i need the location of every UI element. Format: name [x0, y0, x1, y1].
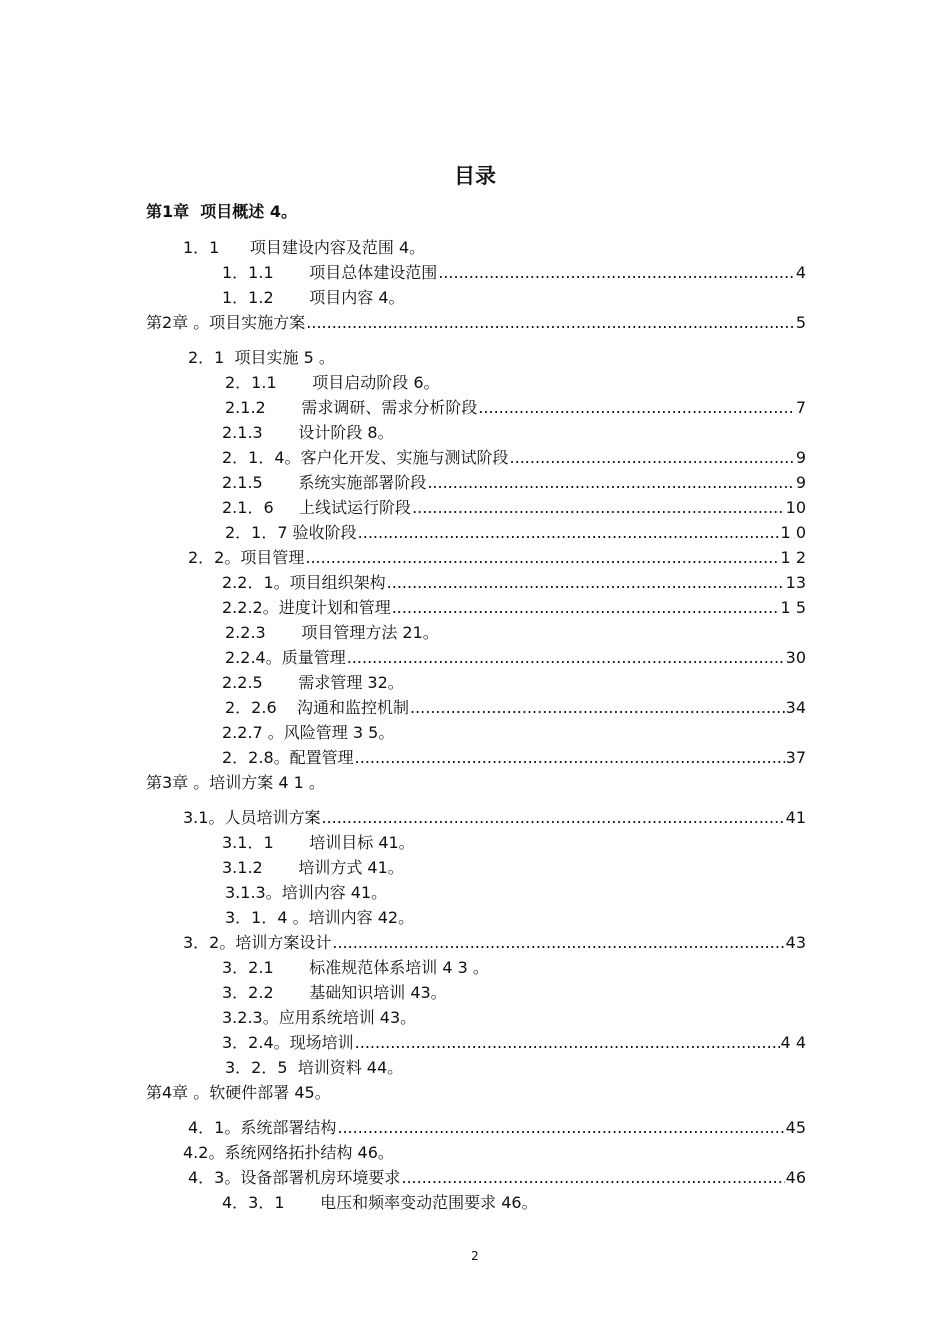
toc-entry[interactable] — [222, 721, 394, 745]
toc-entry-label: 2.2.5 需求管理 32。 — [222, 673, 404, 692]
toc-entry-label: 2．1．7 验收阶段 — [225, 523, 357, 542]
toc-entry-page-number: 13 — [785, 573, 806, 592]
toc-entry-label: 3．1．4 。培训内容 42。 — [225, 908, 415, 927]
toc-entry[interactable] — [225, 696, 806, 720]
toc-dot-leader — [438, 261, 795, 285]
toc-entry[interactable] — [188, 1166, 806, 1190]
toc-dot-leader — [510, 446, 795, 470]
toc-entry[interactable] — [183, 236, 425, 260]
toc-entry-page-number: 41 — [785, 808, 806, 827]
toc-entry-label: 2.1.2 需求调研、需求分析阶段 — [225, 398, 478, 417]
toc-entry[interactable] — [225, 396, 806, 420]
toc-entry-label: 4．3。设备部署机房环境要求 — [188, 1168, 401, 1187]
toc-entry[interactable] — [225, 1056, 403, 1080]
toc-entry-label: 1．1.2 项目内容 4。 — [222, 288, 405, 307]
toc-dot-leader — [412, 496, 785, 520]
toc-entry[interactable] — [222, 671, 404, 695]
toc-entry-page-number: 4 4 — [780, 1033, 806, 1052]
toc-dot-leader — [337, 1116, 784, 1140]
toc-entry[interactable] — [225, 906, 414, 930]
toc-entry[interactable] — [222, 596, 806, 620]
toc-entry-label: 2.2.7 。风险管理 3 5。 — [222, 723, 395, 742]
toc-entry-page-number: 9 — [795, 473, 806, 492]
toc-entry[interactable] — [222, 831, 415, 855]
toc-entry[interactable] — [183, 806, 806, 830]
toc-entry-label: 2．1．4。客户化开发、实施与测试阶段 — [222, 448, 509, 467]
toc-dot-leader — [306, 311, 795, 335]
toc-entry-label: 3.1。人员培训方案 — [183, 808, 321, 827]
toc-entry[interactable] — [225, 646, 806, 670]
toc-entry-label: 1．1 项目建设内容及范围 4。 — [183, 238, 426, 257]
toc-entry[interactable] — [222, 571, 806, 595]
toc-entry-page-number: 9 — [795, 448, 806, 467]
toc-dot-leader — [321, 806, 784, 830]
toc-dot-leader — [355, 746, 785, 770]
toc-entry[interactable] — [183, 1141, 394, 1165]
toc-dot-leader — [305, 546, 779, 570]
toc-entry-label: 2.2．1。项目组织架构 — [222, 573, 386, 592]
toc-entry-label: 第4章 。软硬件部署 45。 — [146, 1083, 331, 1102]
toc-entry-label: 4．1。系统部署结构 — [188, 1118, 337, 1137]
toc-entry[interactable] — [222, 496, 806, 520]
toc-entry-label: 3.2.3。应用系统培训 43。 — [222, 1008, 417, 1027]
toc-entry[interactable] — [146, 771, 325, 795]
toc-entry[interactable] — [188, 546, 806, 570]
toc-entry-label: 2.2.4。质量管理 — [225, 648, 346, 667]
toc-entry-label: 3.1.3。培训内容 41。 — [225, 883, 388, 902]
toc-entry-label: 第3章 。培训方案 4 1 。 — [146, 773, 325, 792]
toc-entry[interactable] — [222, 261, 806, 285]
toc-dot-leader — [358, 521, 780, 545]
toc-dot-leader — [387, 571, 785, 595]
toc-dot-leader — [347, 646, 785, 670]
toc-entry-page-number: 1 0 — [780, 523, 806, 542]
toc-entry-page-number: 45 — [785, 1118, 806, 1137]
toc-entry[interactable] — [222, 856, 404, 880]
toc-entry[interactable] — [222, 421, 394, 445]
toc-entry[interactable] — [146, 200, 297, 224]
toc-entry[interactable] — [222, 471, 806, 495]
toc-entry-label: 2．2。项目管理 — [188, 548, 305, 567]
toc-entry-label: 3．2．5 培训资料 44。 — [225, 1058, 404, 1077]
toc-entry[interactable] — [222, 1191, 538, 1215]
toc-dot-leader — [401, 1166, 784, 1190]
toc-entry[interactable] — [222, 746, 806, 770]
toc-entry-page-number: 1 2 — [780, 548, 806, 567]
toc-entry-label: 第1章 项目概述 4。 — [146, 202, 297, 221]
toc-entry-label: 1．1.1 项目总体建设范围 — [222, 263, 438, 282]
toc-entry-label: 3.1.2 培训方式 41。 — [222, 858, 404, 877]
toc-entry[interactable] — [222, 981, 447, 1005]
toc-entry[interactable] — [146, 1081, 331, 1105]
toc-dot-leader — [410, 696, 785, 720]
toc-entry[interactable] — [188, 346, 335, 370]
toc-entry-page-number: 37 — [785, 748, 806, 767]
toc-entry-label: 2．2.8。配置管理 — [222, 748, 354, 767]
toc-entry-page-number: 7 — [795, 398, 806, 417]
toc-entry-page-number: 5 — [795, 313, 806, 332]
toc-entry-label: 2.2.2。进度计划和管理 — [222, 598, 391, 617]
toc-entry[interactable] — [222, 446, 806, 470]
toc-entry-label: 4．3．1 电压和频率变动范围要求 46。 — [222, 1193, 538, 1212]
toc-entry-label: 第2章 。项目实施方案 — [146, 313, 306, 332]
toc-entry[interactable] — [225, 881, 387, 905]
toc-entry-label: 2．2.6 沟通和监控机制 — [225, 698, 409, 717]
toc-entry-label: 3．2.2 基础知识培训 43。 — [222, 983, 447, 1002]
toc-entry[interactable] — [188, 1116, 806, 1140]
toc-entry-label: 2.1.5 系统实施部署阶段 — [222, 473, 427, 492]
toc-entry[interactable] — [222, 956, 489, 980]
toc-entry[interactable] — [222, 1031, 806, 1055]
toc-entry-page-number: 4 — [795, 263, 806, 282]
toc-entry[interactable] — [225, 371, 440, 395]
toc-dot-leader — [478, 396, 794, 420]
toc-dot-leader — [355, 1031, 780, 1055]
toc-entry[interactable] — [222, 1006, 416, 1030]
toc-entry[interactable] — [222, 286, 405, 310]
toc-dot-leader — [392, 596, 780, 620]
toc-entry[interactable] — [225, 521, 806, 545]
toc-entry[interactable] — [183, 931, 806, 955]
toc-title: 目录 — [454, 164, 496, 188]
toc-entry-label: 3．2。培训方案设计 — [183, 933, 332, 952]
toc-entry-label: 4.2。系统网络拓扑结构 46。 — [183, 1143, 394, 1162]
toc-entry-page-number: 1 5 — [780, 598, 806, 617]
toc-entry-label: 2.1．6 上线试运行阶段 — [222, 498, 412, 517]
toc-entry-label: 2.2.3 项目管理方法 21。 — [225, 623, 439, 642]
toc-entry[interactable] — [225, 621, 439, 645]
toc-entry-page-number: 30 — [785, 648, 806, 667]
toc-entry-page-number: 10 — [785, 498, 806, 517]
toc-entry-page-number: 34 — [785, 698, 806, 717]
toc-dot-leader — [427, 471, 794, 495]
toc-entry[interactable] — [146, 311, 806, 335]
toc-entry-label: 3．2.4。现场培训 — [222, 1033, 354, 1052]
toc-entry-page-number: 46 — [785, 1168, 806, 1187]
toc-entry-label: 2．1.1 项目启动阶段 6。 — [225, 373, 440, 392]
toc-entry-page-number: 43 — [785, 933, 806, 952]
toc-entry-label: 3．2.1 标准规范体系培训 4 3 。 — [222, 958, 489, 977]
toc-entry-label: 2.1.3 设计阶段 8。 — [222, 423, 394, 442]
toc-entry-label: 2．1 项目实施 5 。 — [188, 348, 335, 367]
toc-entry-label: 3.1．1 培训目标 41。 — [222, 833, 415, 852]
page-number: 2 — [471, 1249, 479, 1263]
toc-dot-leader — [332, 931, 784, 955]
